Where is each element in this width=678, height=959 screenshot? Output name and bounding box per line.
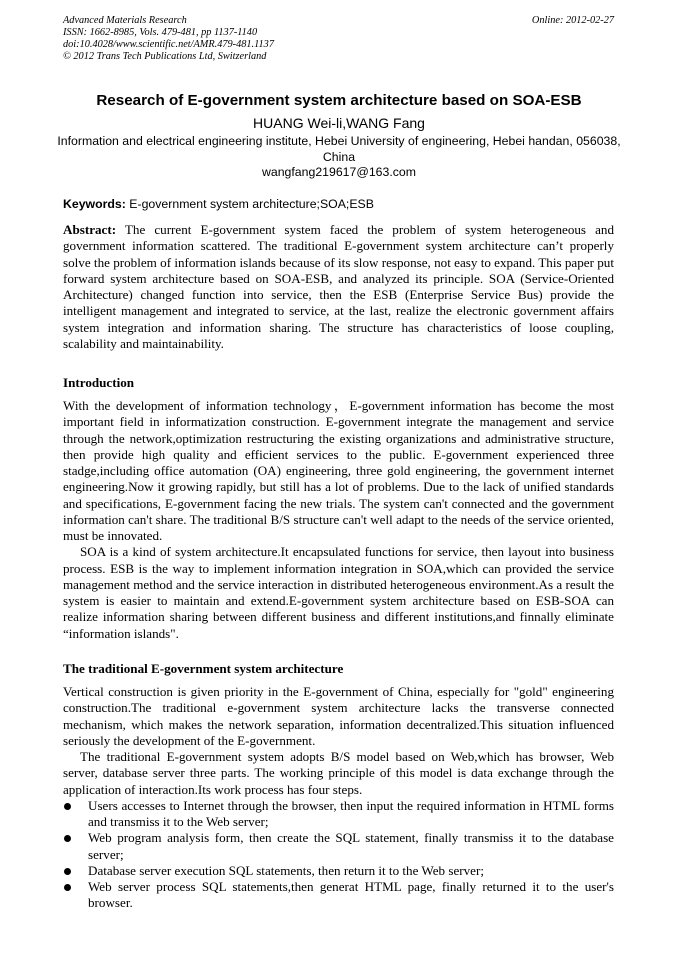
abstract [63,222,614,352]
bullet-icon [64,835,71,842]
paper-title: Research of E-government system architecture based on SOA-ESB [96,92,582,109]
list-item-text: Users accesses to Internet through the browser, then input the required information in HTML forms and transmiss it to the Web server; [88,797,614,829]
journal-header [63,15,274,63]
steps-list [63,798,614,912]
keywords [63,197,374,211]
list-item [63,798,614,831]
list-item-text: Web server process SQL statements,then generat HTML page, finally returned it to the user's browser. [88,879,614,911]
section-traditional-architecture [63,684,614,912]
authors: HUANG Wei-li,WANG Fang [253,115,425,131]
abstract-text: The current E-government system faced the problem of system heterogeneous and government information scattered. The traditional E-government system architecture can’t properly solve the problem of information islands because of its slow response, not easy to expand. This paper put forward system architecture based on SOA-ESB, and analyzed its principle. SOA (Service-Oriented Architecture) changed function into service, then the ESB (Enterprise Service Bus) provide the intelligent management and integrated to service, at the last, realize the electronic government affairs system integration and information sharing. The structure has characteristics of loose coupling, scalability and maintainability. [63,222,614,351]
section-introduction [63,398,614,642]
issn: ISSN: 1662-8985, Vols. 479-481, pp 1137-1140 [63,27,258,38]
bullet-icon [64,868,71,875]
bullet-icon [64,803,71,810]
list-item [63,863,614,879]
keywords-text: E-government system architecture;SOA;ESB [125,197,374,211]
abstract-label: Abstract: [63,222,117,237]
list-item [63,830,614,863]
affiliation-block [40,134,638,181]
keywords-label: Keywords: [63,197,126,211]
list-item [63,879,614,912]
copyright: © 2012 Trans Tech Publications Ltd, Switzerland [63,51,267,62]
doi: doi:10.4028/www.scientific.net/AMR.479-481.1137 [63,39,274,50]
online-date: Online: 2012-02-27 [531,15,614,26]
bullet-icon [64,884,71,891]
affiliation: Information and electrical engineering institute, Hebei University of engineering, Hebei handan, 056038, China [57,134,621,164]
paragraph: The traditional E-government system adopts B/S model based on Web,which has browser, Web server, database server three parts. The working principle of this model is data exchange through the application of interaction.Its work process has four steps. [63,749,614,797]
list-item-text: Database server execution SQL statements, then return it to the Web server; [88,862,484,878]
paragraph: Vertical construction is given priority in the E-government of China, especially for "gold" engineering construction.The traditional e-government system architecture lacks the transverse connected mechanism, which makes the network separation, information decentralized.This situation influenced seriously the development of the E-government. [63,684,614,748]
paragraph: SOA is a kind of system architecture.It encapsulated functions for service, then layout into business process. ESB is the way to implement information integration in SOA,which can provided the service management method and the service interaction in distributed heterogeneous environment.As a result the system is easier to maintain and extend.E-government system architecture based on ESB-SOA can realize information sharing between different business and different institutions,and finnally eliminate “information islands". [63,544,614,641]
paragraph: With the development of information technology，E-government information has become the most important field in informatization construction. E-government integrate the management and service through the network,optimization restructuring the existing organizations and administrative structure, then provide high quality and efficient services to the public. E-government experienced three stadge,including office automation (OA) engineering, three gold engineering, the government internet engineering.Now it growing rapidly, but still has a lot of problems. Due to the lack of unified standards and specifications, E-government facing the new trials. The system can't connected and the government information can't share. The traditional B/S structure can't well adapt to the needs of the service oriented, must be innovated. [63,398,614,543]
section-heading: Introduction [63,375,135,390]
list-item-text: Web program analysis form, then create the SQL statement, finally transmiss it to the database server; [88,830,614,862]
email: wangfang219617@163.com [261,165,416,179]
section-heading: The traditional E-government system architecture [63,661,344,676]
journal-name: Advanced Materials Research [63,15,187,26]
